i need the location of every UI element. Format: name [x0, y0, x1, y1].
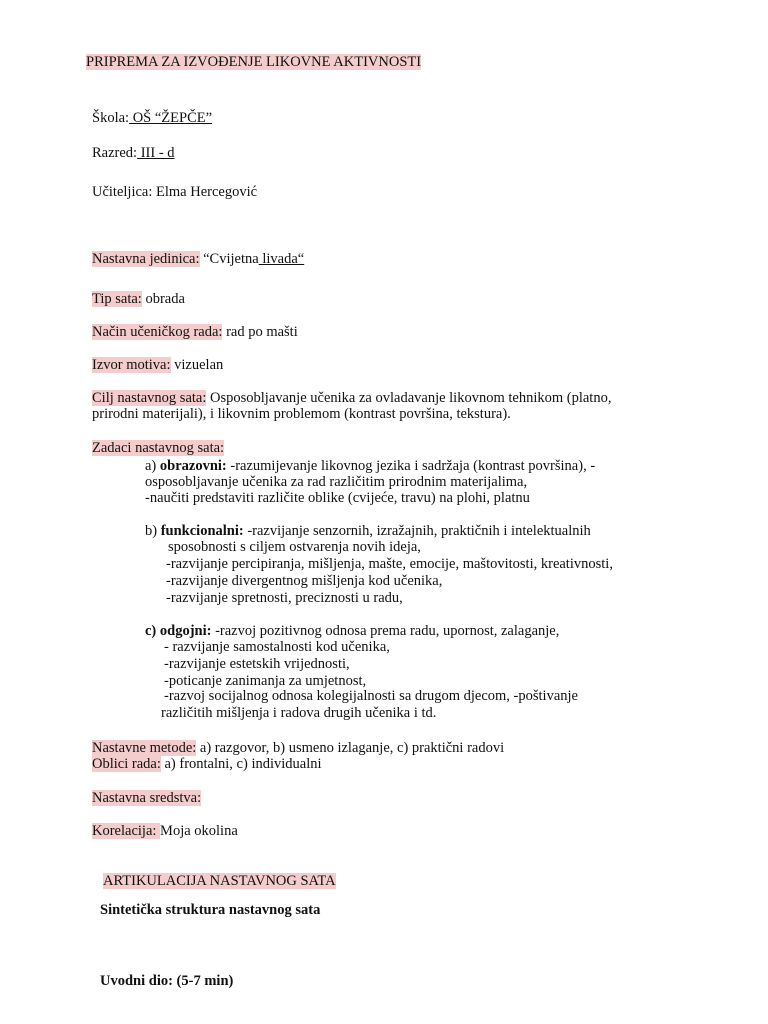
skola-label: Škola: [92, 110, 130, 126]
cilj-value-1: Osposobljavanje učenika za ovladavanje likovnom tehnikom (platno, [206, 390, 612, 406]
cilj-line-2: prirodni materijali), i likovnim problemom (kontrast površina, tekstura). [92, 406, 511, 422]
a-line-2: osposobljavanje učenika za rad različitim prirodnim materijalima, [145, 474, 528, 490]
b-line-4: -razvijanje divergentnog mišljenja kod učenika, [166, 573, 443, 589]
izvor-value: vizuelan [170, 357, 224, 373]
b-text-1: -razvijanje senzornih, izražajnih, praktičnih i intelektualnih [243, 523, 591, 539]
tip-line [92, 291, 185, 308]
cilj-label: Cilj nastavnog sata: [92, 390, 207, 406]
metode-line [92, 740, 504, 757]
nacin-line [92, 324, 298, 341]
sredstva-label: Nastavna sredstva: [92, 790, 202, 806]
b-prefix: b) [145, 523, 161, 539]
uciteljica-line: Učiteljica: Elma Hercegović [92, 184, 258, 200]
a-line-1 [145, 458, 595, 475]
metode-label: Nastavne metode: [92, 740, 197, 756]
b-line-2: sposobnosti s ciljem ostvarenja novih ideja, [168, 539, 421, 555]
razred-line [92, 145, 175, 162]
oblici-line [92, 756, 322, 773]
document-title [86, 54, 421, 71]
korelacija-label: Korelacija: [92, 823, 161, 839]
b-heading: funkcionalni: [160, 523, 244, 539]
artikulacija-text: ARTIKULACIJA NASTAVNOG SATA [103, 873, 336, 889]
izvor-line [92, 357, 223, 374]
c-line-4: -poticanje zanimanja za umjetnost, [164, 673, 367, 689]
skola-value: OŠ “ŽEPČE” [129, 110, 213, 126]
c-line-3: -razvijanje estetskih vrijednosti, [164, 656, 350, 672]
c-text-1: -razvoj pozitivnog odnosa prema radu, upornost, zalaganje, [211, 623, 560, 639]
oblici-value: a) frontalni, c) individualni [160, 756, 322, 772]
c-line-5: -razvoj socijalnog odnosa kolegijalnosti sa drugom djecom, -poštivanje [164, 688, 578, 704]
sinteticka-heading: Sintetička struktura nastavnog sata [100, 902, 321, 918]
jedinica-value-1: “Cvijetna [199, 251, 259, 267]
jedinica-value-2: livada“ [258, 251, 305, 267]
a-text-1: -razumijevanje likovnog jezika i sadržaja (kontrast površina), - [226, 458, 596, 474]
nacin-value: rad po mašti [222, 324, 298, 340]
c-line-1 [145, 623, 559, 640]
jedinica-label: Nastavna jedinica: [92, 251, 200, 267]
sredstva-line [92, 790, 201, 807]
artikulacija-heading [103, 873, 336, 890]
nacin-label: Način učeničkog rada: [92, 324, 223, 340]
cilj-line-1 [92, 390, 611, 407]
zadaci-label: Zadaci nastavnog sata: [92, 440, 225, 456]
razred-value: III - d [137, 145, 175, 161]
metode-value: a) razgovor, b) usmeno izlaganje, c) praktični radovi [196, 740, 505, 756]
b-line-1 [145, 523, 591, 540]
c-line-2: - razvijanje samostalnosti kod učenika, [164, 639, 390, 655]
c-line-6: različitih mišljenja i radova drugih učenika i td. [161, 705, 437, 721]
oblici-label: Oblici rada: [92, 756, 161, 772]
b-line-5: -razvijanje spretnosti, preciznosti u radu, [166, 590, 403, 606]
skola-line [92, 110, 212, 127]
izvor-label: Izvor motiva: [92, 357, 171, 373]
zadaci-line [92, 440, 224, 457]
a-line-3: -naučiti predstaviti različite oblike (cvijeće, travu) na plohi, platnu [145, 490, 530, 506]
title-text: PRIPREMA ZA IZVOĐENJE LIKOVNE AKTIVNOSTI [86, 54, 422, 70]
uvodni-heading: Uvodni dio: (5-7 min) [100, 973, 234, 989]
korelacija-value: Moja okolina [160, 823, 238, 839]
korelacija-line [92, 823, 238, 840]
a-heading: obrazovni: [159, 458, 227, 474]
a-prefix: a) [145, 458, 160, 474]
c-heading: c) odgojni: [145, 623, 212, 639]
b-line-3: -razvijanje percipiranja, mišljenja, mašte, emocije, maštovitosti, kreativnosti, [166, 556, 613, 572]
jedinica-line [92, 251, 304, 268]
razred-label: Razred: [92, 145, 138, 161]
tip-label: Tip sata: [92, 291, 142, 307]
tip-value: obrada [141, 291, 185, 307]
